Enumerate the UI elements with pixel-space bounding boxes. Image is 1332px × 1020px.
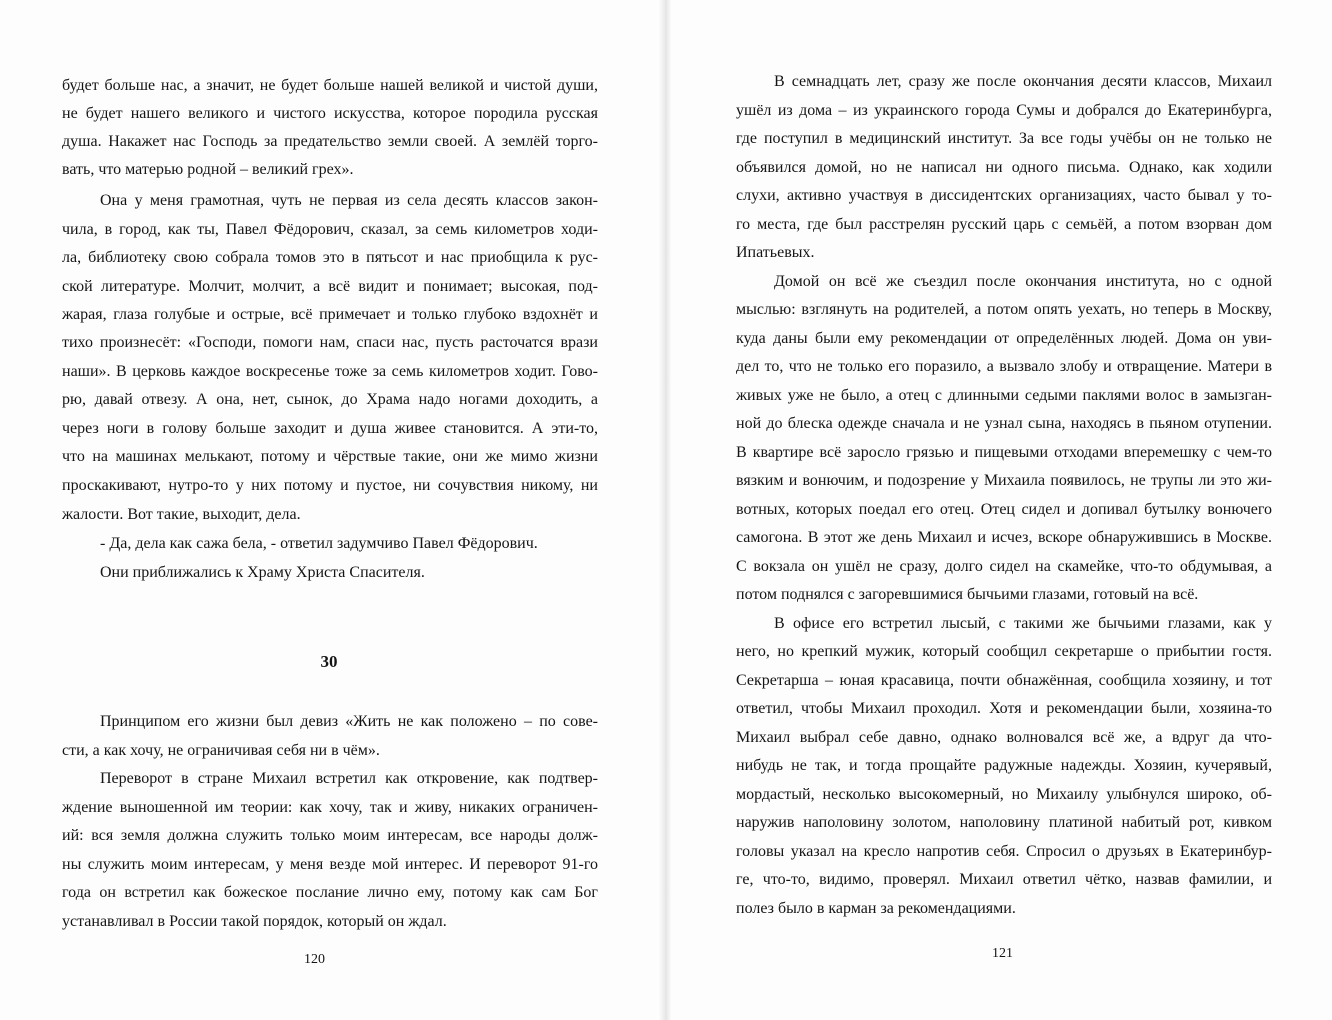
text-line: проскакивают, нутро-то у них потому и пустое, ни сочувствия никому, ни <box>62 477 598 494</box>
text-line: В семнадцать лет, сразу же после окончания десяти классов, Михаил <box>774 73 1272 90</box>
text-line: через ноги в голову больше заходит и душа живее становится. А эти-то, <box>62 420 598 437</box>
text-line: жарая, глаза голубые и острые, всё примечает и только глубоко вздохнёт и <box>62 306 598 323</box>
text-line: ге, что-то, видимо, проверял. Михаил ответил чётко, назвав фамилии, и <box>736 871 1272 888</box>
text-line: не будет нашего великого и чистого искусства, которое породила русская <box>62 105 598 122</box>
text-line: вязким и вонючим, и подозрение у Михаила появилось, не трупы ли это жи- <box>736 472 1272 489</box>
text-line: года он встретил как божеское послание лично ему, потому как сам Бог <box>62 884 598 901</box>
text-line: Она у меня грамотная, чуть не первая из села десять классов закон- <box>100 192 598 209</box>
text-line: живых уже не было, а отец с длинными седыми паклями волос в замызган- <box>736 387 1272 404</box>
text-line: вать, что матерью родной – великий грех». <box>62 161 354 178</box>
text-line: В квартире всё заросло грязью и пищевыми отходами вперемешку с чем-то <box>736 444 1272 461</box>
text-line: ной до блеска одежде сначала и не узнал сына, находясь в пьяном отупении. <box>736 415 1272 432</box>
text-line: устанавливал в России такой порядок, который он ждал. <box>62 913 447 930</box>
text-line: Переворот в стране Михаил встретил как откровение, как подтвер- <box>100 770 598 787</box>
text-line: Принципом его жизни был девиз «Жить не как положено – по сове- <box>100 713 598 730</box>
text-line: В офисе его встретил лысый, с такими же бычьими глазами, как у <box>774 615 1272 632</box>
text-line: головы указал на кресло напротив себя. Спросил о друзьях в Екатеринбур- <box>736 843 1272 860</box>
text-line: сти, а как хочу, не ограничивая себя ни в чём». <box>62 742 380 759</box>
text-line: мордастый, несколько высокомерный, но Михаилу улыбнулся широко, об- <box>736 786 1272 803</box>
text-line: потом поднялся с загоревшимися бычьими глазами, готовый на всё. <box>736 586 1199 603</box>
text-line: Ипатьевых. <box>736 244 815 261</box>
text-line: нибудь не так, и тогда прощайте радужные надежды. Хозяин, кучерявый, <box>736 757 1272 774</box>
text-line: рю, давай отвезу. А она, нет, сынок, до Храма надо ногами доходить, а <box>62 391 598 408</box>
text-line: будет больше нас, а значит, не будет больше нашей великой и чистой души, <box>62 77 598 94</box>
book-gutter <box>658 0 672 1020</box>
text-line: жалости. Вот такие, выходит, дела. <box>62 506 301 523</box>
text-line: ушёл из дома – из украинского города Сумы и добрался до Екатеринбурга, <box>736 102 1272 119</box>
text-line: Михаил выбрал себе давно, однако волновался всё же, а вдруг да что- <box>736 729 1272 746</box>
text-line: наши». В церковь каждое воскресенье тоже за семь километров ходит. Гово- <box>62 363 598 380</box>
text-line: него, но крепкий мужик, который сообщил секретарше о прибытии гостя. <box>736 643 1272 660</box>
page-number: 121 <box>992 946 1013 961</box>
text-line: наружив наполовину золотом, наполовину платиной набитый рот, кивком <box>736 814 1272 831</box>
text-line: самогона. В этот же день Михаил и исчез, вскоре обнаружившись в Москве. <box>736 529 1272 546</box>
text-line: Они приближались к Храму Христа Спасителя. <box>100 564 425 581</box>
text-line: слухи, активно участвуя в диссидентских организациях, часто бывал у то- <box>736 187 1272 204</box>
text-line: где поступил в медицинский институт. За все годы учёбы он не только не <box>736 130 1272 147</box>
text-line: ны служить моим интересам, у меня везде мой интерес. И переворот 91-го <box>62 856 598 873</box>
chapter-number: 30 <box>320 652 338 671</box>
left-page <box>0 0 658 1020</box>
text-line: ответил, чтобы Михаил проходил. Хотя и рекомендации были, хозяина-то <box>736 700 1272 717</box>
text-line: С вокзала он ушёл не сразу, долго сидел на скамейке, что-то обдумывая, а <box>736 558 1272 575</box>
text-line: Домой он всё же съездил после окончания института, но с одной <box>774 273 1272 290</box>
text-line: ской литературе. Молчит, молчит, а всё видит и понимает; высокая, под- <box>62 278 598 295</box>
right-page <box>672 0 1332 1020</box>
text-line: го места, где был расстрелян русский царь с семьёй, а потом взорван дом <box>736 216 1272 233</box>
text-line: чила, в город, как ты, Павел Фёдорович, сказал, за семь километров ходи- <box>62 221 598 238</box>
page-number: 120 <box>304 952 325 967</box>
text-line: объявился домой, но не написал ни одного письма. Однако, как ходили <box>736 159 1272 176</box>
text-line: ий: вся земля должна служить только моим интересам, все народы долж- <box>62 827 598 844</box>
text-line: ждение выношенной им теории: как хочу, так и живу, никаких ограничен- <box>62 799 598 816</box>
text-line: куда даны были ему рекомендации от определённых людей. Дома он уви- <box>736 330 1272 347</box>
text-line: душа. Накажет нас Господь за предательство земли своей. А землёй торго- <box>62 133 598 150</box>
text-line: тихо произнесёт: «Господи, помоги нам, спаси нас, пусть расточатся врази <box>62 334 598 351</box>
dialogue-line: - Да, дела как сажа бела, - ответил задумчиво Павел Фёдорович. <box>100 535 538 552</box>
text-line: полез было в карман за рекомендациями. <box>736 900 1016 917</box>
text-line: Секретарша – юная красавица, почти обнажённая, сообщила хозяину, и тот <box>736 672 1272 689</box>
text-line: вотных, которых поедал его отец. Отец сидел и допивал бутылку вонючего <box>736 501 1272 518</box>
text-line: ла, библиотеку свою собрала томов это в пятьсот и нас приобщила к рус- <box>62 249 598 266</box>
text-line: мыслью: взглянуть на родителей, а потом опять уехать, но теперь в Москву, <box>736 301 1272 318</box>
text-line: дел то, что не только его поразило, а вызвало злобу и отвращение. Матери в <box>736 358 1272 375</box>
text-line: что на машинах мелькают, потому и чёрствые такие, они же мимо жизни <box>62 448 598 465</box>
